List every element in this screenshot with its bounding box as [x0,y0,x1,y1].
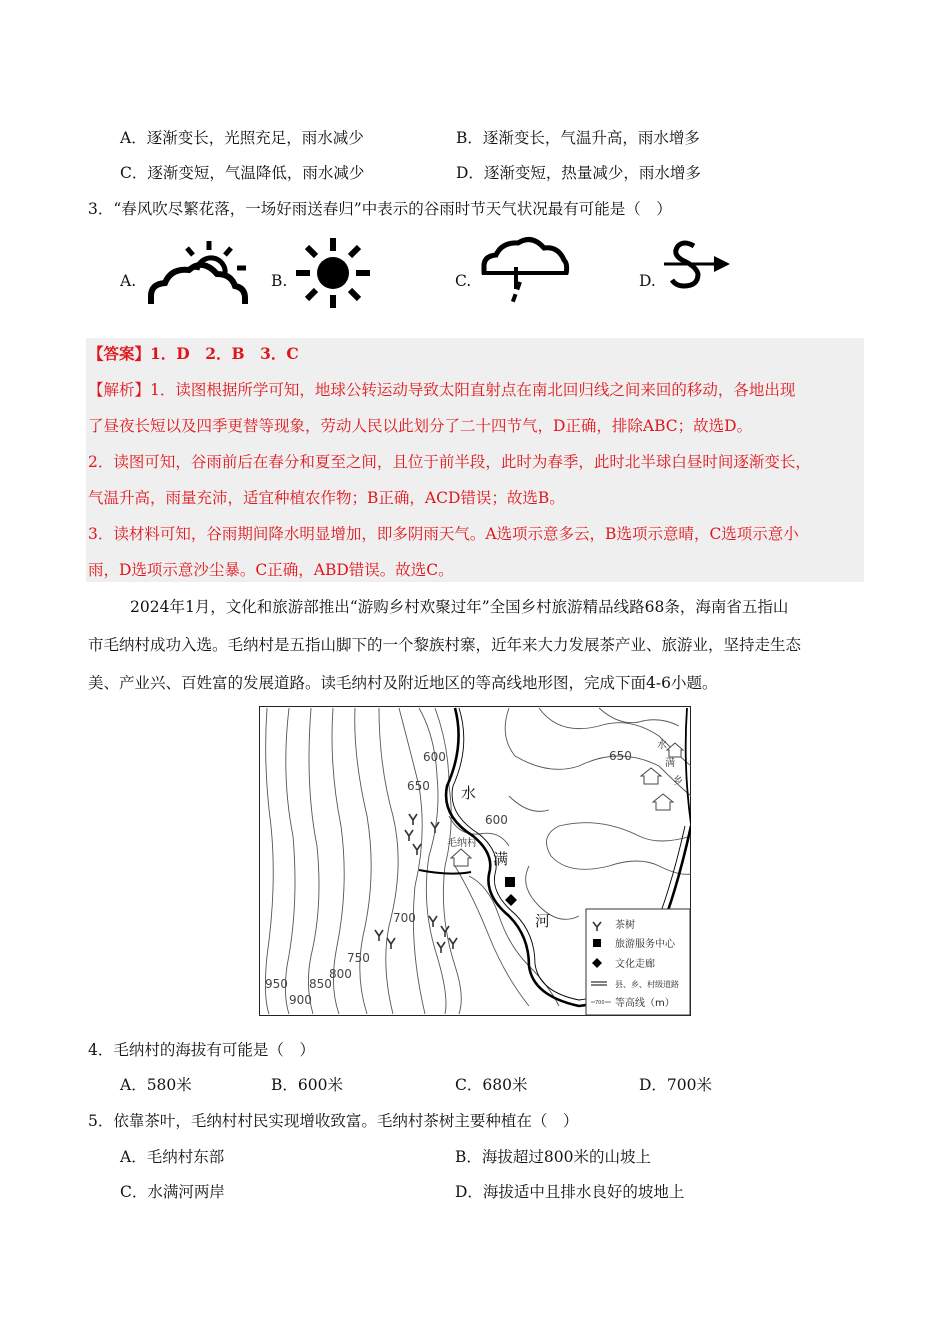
q2-option-b: B．逐渐变长，气温升高，雨水增多 [456,129,700,147]
explanation-line: 【解析】1．读图根据所学可知，地球公转运动导致太阳直射点在南北回归线之间来回的移动，各地出现 [88,381,796,399]
contour-label: 800 [329,967,352,981]
sunny-icon [296,238,370,308]
q3-label-a: A. [120,272,137,290]
explanation-line: 雨，D选项示意沙尘暴。C正确，ABD错误。故选C。 [88,561,454,579]
legend-tea: 茶树 [615,920,635,931]
legend-culture: 文化走廊 [615,959,655,970]
contour-label: 950 [265,977,288,991]
river-label: 河 [535,912,551,930]
contour-label: 850 [309,977,332,991]
q2-option-a: A．逐渐变长，光照充足，雨水减少 [120,129,364,147]
river-label: 水 [461,784,477,802]
passage-line: 2024年1月，文化和旅游部推出“游购乡村欢聚过年”全国乡村旅游精品线路68条，海南省五指山 [130,598,789,616]
q4-option-a: A．580米 [120,1076,192,1094]
answer-key: 【答案】1．D 2．B 3．C [88,344,299,363]
township-label: 水 [657,740,667,751]
passage-line: 市毛纳村成功入选。毛纳村是五指山脚下的一个黎族村寨，近年来大力发展茶产业、旅游业，坚持走生态 [88,636,802,654]
q2-option-d: D．逐渐变短，热量减少，雨水增多 [456,164,701,182]
contour-label: 650 [407,779,430,793]
legend-service: 旅游服务中心 [615,939,675,950]
light-rain-icon [480,234,570,308]
q4-stem: 4．毛纳村的海拔有可能是（ ） [88,1041,315,1059]
q5-option-d: D．海拔适中且排水良好的坡地上 [455,1183,685,1201]
contour-label: 600 [423,750,446,764]
contour-label: 900 [289,993,312,1007]
q2-option-c: C．逐渐变短，气温降低，雨水减少 [120,164,365,182]
q5-stem: 5．依靠茶叶，毛纳村村民实现增收致富。毛纳村茶树主要种植在（ ） [88,1112,579,1130]
contour-label: 750 [347,951,370,965]
contour-map [259,706,691,1016]
service-center-icon [505,877,515,887]
contour-label: 600 [485,813,508,827]
legend-contour-sample: 700 [595,1000,605,1006]
map-legend [586,909,690,1015]
q3-stem: 3．“春风吹尽繁花落，一场好雨送春归”中表示的谷雨时节天气状况最有可能是（ ） [88,200,672,218]
q3-label-c: C. [455,272,472,290]
partly-cloudy-icon [147,240,249,306]
q5-option-b: B．海拔超过800米的山坡上 [455,1148,651,1166]
legend-road: 县、乡、村级道路 [615,980,679,989]
q3-label-b: B. [271,272,288,290]
q4-option-d: D．700米 [639,1076,713,1094]
passage-line: 美、产业兴、百姓富的发展道路。读毛纳村及附近地区的等高线地形图，完成下面4-6小题。 [88,674,718,692]
explanation-line: 气温升高，雨量充沛，适宜种植农作物；B正确，ACD错误；故选B。 [88,489,565,507]
contour-label: 650 [609,749,632,763]
explanation-line: 2．读图可知，谷雨前后在春分和夏至之间，且位于前半段，此时为春季，此时北半球白昼时间逐渐变长， [88,453,811,471]
contour-label: 700 [393,911,416,925]
explanation-line: 了昼夜长短以及四季更替等现象，劳动人民以此划分了二十四节气，D正确，排除ABC；故选D。 [88,417,753,435]
legend-contour: 等高线（m） [615,998,675,1009]
q3-label-d: D. [639,272,656,290]
q4-option-b: B．600米 [271,1076,343,1094]
q5-option-c: C．水满河两岸 [120,1183,225,1201]
explanation-line: 3．读材料可知，谷雨期间降水明显增加，即多阴雨天气。A选项示意多云，B选项示意晴，C选项示意小 [88,525,799,543]
q5-option-a: A．毛纳村东部 [120,1148,225,1166]
sandstorm-icon [664,240,732,290]
q4-option-c: C．680米 [455,1076,528,1094]
village-label: 毛纳村 [447,838,477,849]
township-label: 乡 [673,776,683,787]
township-label: 满 [665,758,675,769]
river-label: 满 [493,850,509,868]
